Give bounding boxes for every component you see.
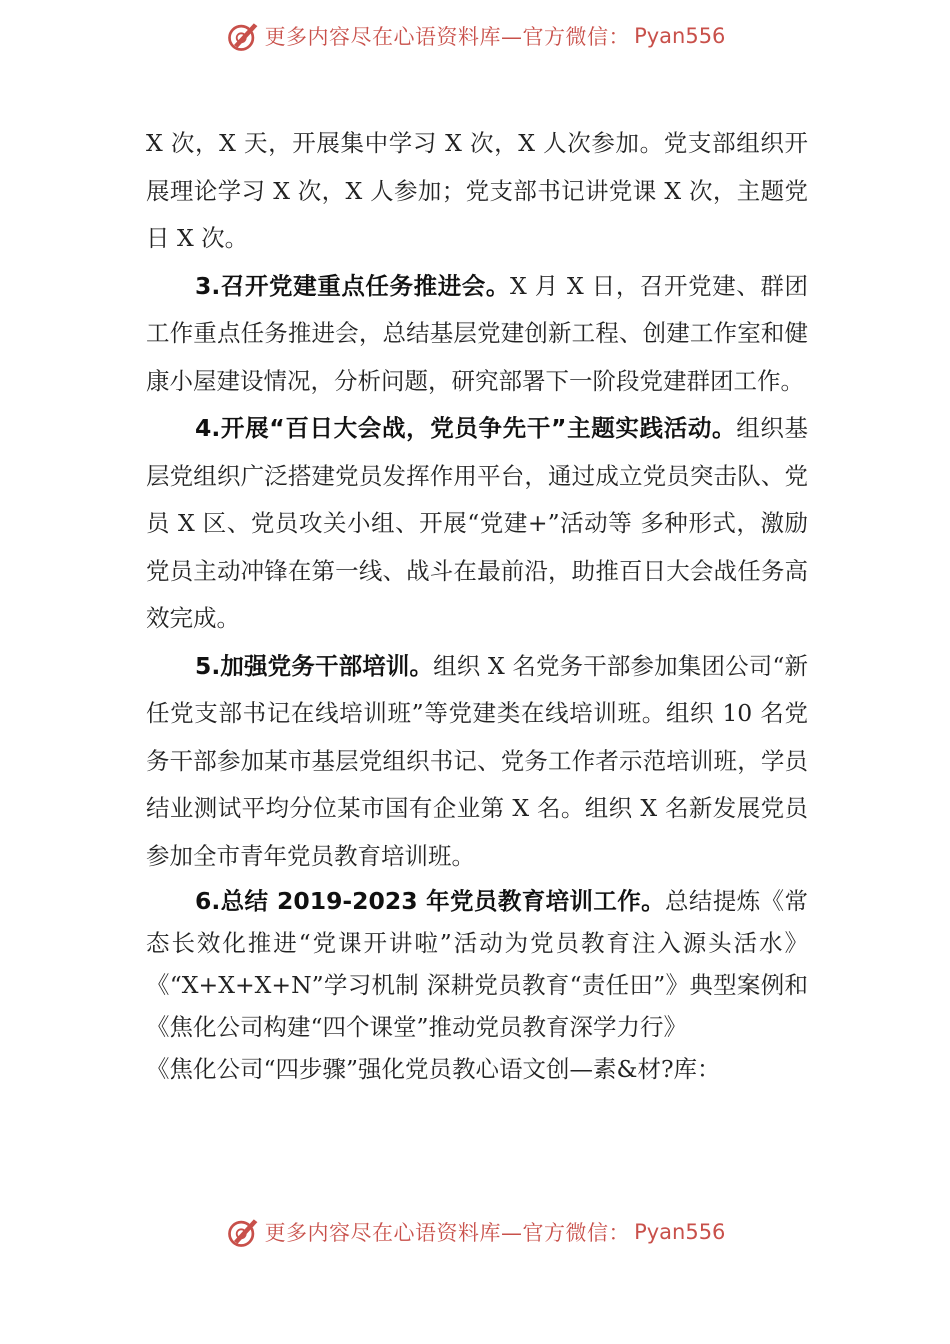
- paragraph-4-heading: 5.加强党务干部培训。: [195, 651, 434, 680]
- paragraph-4: [146, 643, 808, 881]
- paragraph-6: [146, 1048, 808, 1090]
- paragraph-6-body: 《焦化公司“四步骤”强化党员教心语文创—素&材?库：: [146, 1055, 721, 1083]
- paragraph-2-body: X 月 X 日，召开党建、群团工作重点任务推进会，总结基层党建创新工程、创建工作室和健康小屋建设情况，分析问题，研究部署下一阶段党建群团工作。: [146, 271, 808, 395]
- pen-logo-icon: [225, 1214, 261, 1250]
- paragraph-3-heading: 4.开展“百日大会战，党员争先干”主题实践活动。: [195, 414, 737, 442]
- header-banner: [0, 16, 950, 56]
- document-body: [146, 120, 808, 1090]
- header-banner-text: 更多内容尽在心语资料库—官方微信：: [264, 25, 631, 49]
- paragraph-3-body: 组织基层党组织广泛搭建党员发挥作用平台，通过成立党员突击队、党员 X 区、党员攻关小组、开展“党建+”活动等 多种形式，激励党员主动冲锋在第一线、战斗在最前沿，助推百日大会战任务高效完成。: [146, 414, 809, 632]
- paragraph-5-body: 总结提炼《常态长效化推进“党课开讲啦”活动为党员教育注入源头活水》《“X+X+X+N”学习机制 深耕党员教育“责任田”》典型案例和《焦化公司构建“四个课堂”推动党员教育深学力行》: [146, 887, 808, 1041]
- paragraph-2: [146, 263, 808, 406]
- paragraph-3: [146, 405, 808, 643]
- paragraph-1: [146, 120, 808, 263]
- footer-wechat-id: Pyan556: [634, 1220, 726, 1244]
- paragraph-4-body: 组织 X 名党务干部参加集团公司“新任党支部书记在线培训班”等党建类在线培训班。组织 10 名党务干部参加某市基层党组织书记、党务工作者示范培训班，学员结业测试平均分位某市国有企业第 X 名。组织 X 名新发展党员参加全市青年党员教育培训班。: [146, 651, 808, 870]
- header-wechat-id: Pyan556: [634, 24, 726, 48]
- paragraph-2-heading: 3.召开党建重点任务推进会。: [195, 271, 510, 300]
- paragraph-5-heading: 6.总结 2019-2023 年党员教育培训工作。: [195, 887, 666, 915]
- footer-banner-text: 更多内容尽在心语资料库—官方微信：: [264, 1221, 631, 1245]
- pen-logo-icon: [225, 18, 261, 54]
- paragraph-5: [146, 880, 808, 1048]
- paragraph-1-body: X 次，X 天，开展集中学习 X 次，X 人次参加。党支部组织开展理论学习 X 次，X 人参加；党支部书记讲党课 X 次，主题党日 X 次。: [146, 129, 808, 252]
- footer-banner: [0, 1212, 950, 1252]
